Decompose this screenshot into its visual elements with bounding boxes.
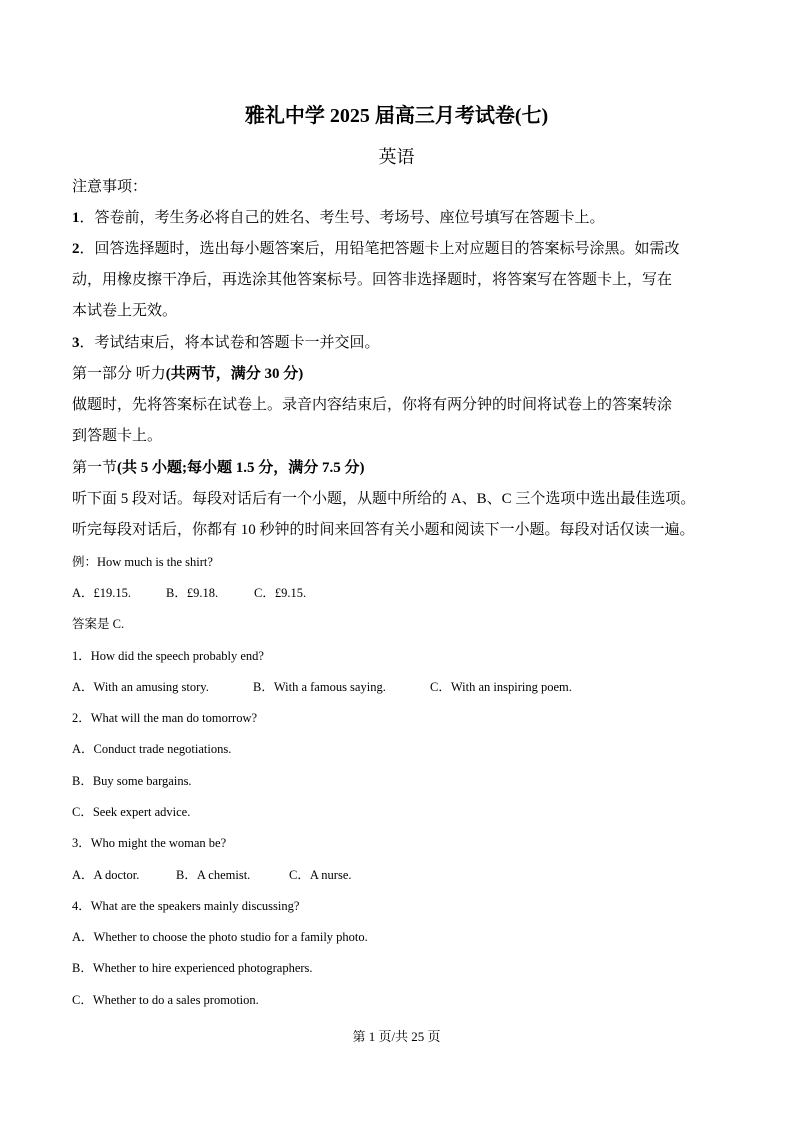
notice-heading: 注意事项： — [72, 179, 148, 195]
part1-intro-line-1: 做题时，先将答案标在试卷上。录音内容结束后，你将有两分钟的时间将试卷上的答案转涂 — [72, 397, 673, 413]
question-1-stem: 1．How did the speech probably end? — [72, 649, 264, 663]
section1-instructions-line-1: 听下面 5 段对话。每段对话后有一个小题，从题中所给的 A、B、C 三个选项中选出最佳选项。 — [72, 491, 696, 507]
notice-item-2 — [72, 242, 680, 257]
notice-item-text: ．回答选择题时，选出每小题答案后，用铅笔把答题卡上对应题目的答案标号涂黑。如需改 — [79, 241, 680, 257]
question-2-stem: 2．What will the man do tomorrow? — [72, 711, 258, 725]
section1-heading — [72, 461, 365, 476]
question-2-option-b: B．Buy some bargains. — [72, 774, 192, 788]
notice-item-3 — [72, 336, 380, 351]
example-option-b: B．£9.18. — [166, 586, 219, 600]
example-answer: 答案是 C. — [72, 617, 125, 631]
question-4-option-b: B．Whether to hire experienced photographers. — [72, 961, 313, 975]
notice-item-number: 3 — [72, 335, 80, 351]
notice-item-text: ．考试结束后，将本试卷和答题卡一并交回。 — [79, 335, 380, 351]
part1-heading-label: 第一部分 听力 — [72, 366, 166, 382]
question-3-options — [72, 869, 352, 882]
question-1-option-c: C．With an inspiring poem. — [430, 680, 572, 694]
question-1-options — [72, 681, 572, 694]
example-options — [72, 587, 306, 600]
notice-item-text: ．答卷前，考生务必将自己的姓名、考生号、考场号、座位号填写在答题卡上。 — [79, 210, 605, 226]
question-4-stem: 4．What are the speakers mainly discussing? — [72, 899, 300, 913]
part1-heading-score: (共两节，满分 30 分) — [165, 366, 304, 382]
part1-intro-line-2: 到答题卡上。 — [72, 428, 163, 444]
exam-title: 雅礼中学 2025 届高三月考试卷(七) — [244, 105, 549, 127]
question-4-option-c: C．Whether to do a sales promotion. — [72, 993, 259, 1007]
section1-heading-score: (共 5 小题;每小题 1.5 分，满分 7.5 分) — [117, 460, 365, 476]
example-option-a: A．£19.15. — [72, 586, 132, 600]
question-4-option-a: A．Whether to choose the photo studio for a family photo. — [72, 930, 368, 944]
question-3-option-c: C．A nurse. — [289, 868, 352, 882]
notice-item-2-line-2: 动，用橡皮擦干净后，再选涂其他答案标号。回答非选择题时，将答案写在答题卡上，写在 — [72, 272, 673, 288]
exam-subject: 英语 — [378, 147, 415, 167]
notice-item-2-line-3: 本试卷上无效。 — [72, 303, 178, 319]
part1-heading — [72, 367, 303, 382]
question-1-option-a: A．With an amusing story. — [72, 680, 209, 694]
question-3-option-a: A．A doctor. — [72, 868, 140, 882]
notice-item-1 — [72, 211, 605, 226]
question-1-option-b: B．With a famous saying. — [253, 680, 386, 694]
question-3-option-b: B．A chemist. — [176, 868, 251, 882]
example-option-c: C．£9.15. — [254, 586, 307, 600]
example-question: 例：How much is the shirt? — [72, 555, 213, 569]
question-3-stem: 3．Who might the woman be? — [72, 836, 227, 850]
question-2-option-c: C．Seek expert advice. — [72, 805, 191, 819]
notice-item-number: 2 — [72, 241, 80, 257]
section1-instructions-line-2: 听完每段对话后，你都有 10 秒钟的时间来回答有关小题和阅读下一小题。每段对话仅读一遍。 — [72, 522, 695, 538]
page-number: 第 1 页/共 25 页 — [352, 1029, 441, 1044]
notice-item-number: 1 — [72, 210, 80, 226]
section1-heading-label: 第一节 — [72, 460, 118, 476]
question-2-option-a: A．Conduct trade negotiations. — [72, 742, 232, 756]
